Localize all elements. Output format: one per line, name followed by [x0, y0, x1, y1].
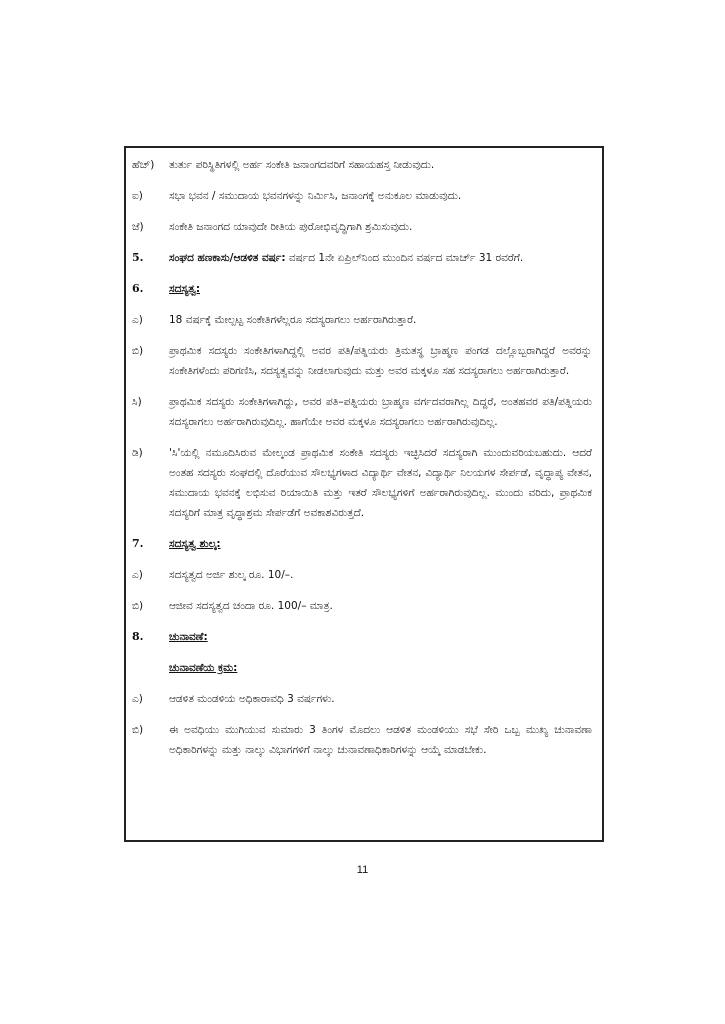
section-body	[169, 248, 592, 268]
item-marker: ಹೆಚ್)	[132, 159, 155, 171]
section-heading: ಸಂಘದ ಹಣಕಾಸು/ಆಡಳಿತ ವರ್ಷ:	[169, 252, 286, 264]
section-body	[169, 627, 592, 647]
item-text: ಪ್ರಾಥಮಿಕ ಸದಸ್ಯರು ಸಂಕೇತಿಗಳಾಗಿದ್ದಲ್ಲಿ ಅವರ ಪತಿ/ಪತ್ನಿಯರು ತ್ರಿಮತಸ್ಥ ಬ್ರಾಹ್ಮಣ ಪಂಗಡ ದಲ್ಲೊಬ್ಬರಾಗಿದ್ದರೆ ಅವರನ್ನು ಸಂಕೇತಿಗಳೆಂದು ಪರಿಗಣಿಸಿ, ಸದಸ್ಯತ್ವವನ್ನು ನೀಡಲಾಗುವುದು ಮತ್ತು ಅವರ ಮಕ್ಕಳೂ ಸಹ ಸದಸ್ಯರಾಗಲು ಅರ್ಹರಾಗಿರುತ್ತಾರೆ.	[169, 345, 592, 377]
section-number: 6.	[132, 282, 144, 295]
list-item	[132, 443, 592, 523]
section-heading: ಸದಸ್ಯತ್ವ ಶುಲ್ಕ:	[169, 538, 221, 550]
subsection-heading: ಚುನಾವಣೆಯ ಕ್ರಮ:	[169, 662, 238, 674]
section-body	[169, 534, 592, 554]
list-item	[132, 217, 592, 237]
item-marker: ಸಿ)	[132, 396, 142, 408]
item-marker: ಜೆ)	[132, 221, 144, 233]
section-6	[132, 279, 592, 299]
section-number: 7.	[132, 537, 144, 550]
item-text: 18 ವರ್ಷಕ್ಕೆ ಮೇಲ್ಪಟ್ಟ ಸಂಕೇತಿಗಳೆಲ್ಲರೂ ಸದಸ್ಯರಾಗಲು ಅರ್ಹರಾಗಿರುತ್ತಾರೆ.	[169, 314, 417, 326]
item-marker: ಐ)	[132, 190, 143, 202]
item-text: ಸಭಾ ಭವನ / ಸಮುದಾಯ ಭವನಗಳನ್ನು ನಿರ್ಮಿಸಿ, ಜನಾಂಗಕ್ಕೆ ಅನುಕೂಲ ಮಾಡುವುದು.	[169, 190, 462, 202]
item-text: ಪ್ರಾಥಮಿಕ ಸದಸ್ಯರು ಸಂಕೇತಿಗಳಾಗಿದ್ದು, ಅವರ ಪತಿ–ಪತ್ನಿಯರು ಬ್ರಾಹ್ಮಣ ವರ್ಗದವರಾಗಿಲ್ಲ ದಿದ್ದರೆ, ಅಂತಹವರ ಪತಿ/ಪತ್ನಿಯರು ಸದಸ್ಯರಾಗಲು ಅರ್ಹರಾಗಿರುವುದಿಲ್ಲ. ಹಾಗೆಯೇ ಅವರ ಮಕ್ಕಳೂ ಸದಸ್ಯರಾಗಲು ಅರ್ಹರಾಗಿರುವುದಿಲ್ಲ.	[169, 396, 592, 428]
section-heading: ಚುನಾವಣೆ:	[169, 631, 208, 643]
item-text: ಈ ಅವಧಿಯು ಮುಗಿಯುವ ಸುಮಾರು 3 ತಿಂಗಳ ಮೊದಲು ಆಡಳಿತ ಮಂಡಳಿಯು ಸಭೆ ಸೇರಿ ಒಬ್ಬ ಮುಖ್ಯ ಚುನಾವಣಾ ಅಧಿಕಾರಿಗಳನ್ನು ಮತ್ತು ನಾಲ್ಕು ವಿಭಾಗಗಳಿಗೆ ನಾಲ್ಕು ಚುನಾವಣಾಧಿಕಾರಿಗಳನ್ನು ಆಯ್ಕೆ ಮಾಡಬೇಕು.	[169, 724, 592, 756]
page-number: 11	[356, 864, 369, 876]
section-5	[132, 248, 592, 268]
item-text: ತುರ್ತು ಪರಿಸ್ಥಿತಿಗಳಲ್ಲಿ ಅರ್ಹ ಸಂಕೇತಿ ಜನಾಂಗದವರಿಗೆ ಸಹಾಯಹಸ್ತ ನೀಡುವುದು.	[169, 159, 435, 171]
section-number: 8.	[132, 630, 144, 643]
item-marker: ಬಿ)	[132, 724, 144, 736]
list-item	[132, 155, 592, 175]
item-text: ಆಜೀವ ಸದಸ್ಯತ್ವದ ಚಂದಾ ರೂ. 100/– ಮಾತ್ರ.	[169, 600, 333, 612]
section-number: 5.	[132, 251, 144, 264]
item-marker: ಡಿ)	[132, 447, 143, 459]
item-text: ಸದಸ್ಯತ್ವದ ಅರ್ಜಿ ಶುಲ್ಕ ರೂ. 10/–.	[169, 569, 294, 581]
list-item	[132, 341, 592, 381]
item-marker: ಬಿ)	[132, 345, 144, 357]
list-item	[132, 186, 592, 206]
list-item	[132, 720, 592, 760]
section-8	[132, 627, 592, 647]
section-7	[132, 534, 592, 554]
bylaws-content	[132, 155, 592, 771]
section-text: ವರ್ಷದ 1ನೇ ಏಪ್ರಿಲ್‌ನಿಂದ ಮುಂದಿನ ವರ್ಷದ ಮಾರ್ಚ್ 31 ರವರೆಗೆ.	[285, 252, 524, 264]
section-heading: ಸದಸ್ಯತ್ವ:	[169, 283, 201, 295]
item-text: ಆಡಳಿತ ಮಂಡಳಿಯ ಅಧಿಕಾರಾವಧಿ 3 ವರ್ಷಗಳು.	[169, 693, 335, 705]
item-marker: ಬಿ)	[132, 600, 144, 612]
subsection-heading-row	[132, 658, 592, 678]
list-item	[132, 565, 592, 585]
item-text: 'ಸಿ'ಯಲ್ಲಿ ನಮೂದಿಸಿರುವ ಮೇಲ್ಕಂಡ ಪ್ರಾಥಮಿಕ ಸಂಕೇತಿ ಸದಸ್ಯರು ಇಚ್ಛಿಸಿದರೆ ಸದಸ್ಯರಾಗಿ ಮುಂದುವರಿಯಬಹುದು. ಆದರೆ ಅಂತಹ ಸದಸ್ಯರು ಸಂಘದಲ್ಲಿ ದೊರೆಯುವ ಸೌಲಭ್ಯಗಳಾದ ವಿದ್ಯಾರ್ಥಿ ವೇತನ, ವಿದ್ಯಾರ್ಥಿ ನಿಲಯಗಳ ಸೇರ್ಪಡೆ, ವೃದ್ಧಾಪ್ಯ ವೇತನ, ಸಮುದಾಯ ಭವನಕ್ಕೆ ಲಭಿಸುವ ರಿಯಾಯಿತಿ ಮತ್ತು ಇತರೆ ಸೌಲಭ್ಯಗಳಿಗೆ ಅರ್ಹರಾಗಿರುವುದಿಲ್ಲ. ಮುಂದು ವರಿದು, ಪ್ರಾಥಮಿಕ ಸದಸ್ಯರಿಗೆ ಮಾತ್ರ ವೃದ್ಧಾಶ್ರಮ ಸೇರ್ಪಡೆಗೆ ಅವಕಾಶವಿರುತ್ತದೆ.	[169, 447, 592, 519]
item-marker: ಎ)	[132, 693, 143, 705]
list-item	[132, 596, 592, 616]
item-marker: ಎ)	[132, 314, 143, 326]
list-item	[132, 689, 592, 709]
item-text: ಸಂಕೇತಿ ಜನಾಂಗದ ಯಾವುದೇ ರೀತಿಯ ಪುರೋಭಿವೃದ್ಧಿಗಾಗಿ ಶ್ರಮಿಸುವುದು.	[169, 221, 413, 233]
list-item	[132, 310, 592, 330]
list-item	[132, 392, 592, 432]
item-marker: ಎ)	[132, 569, 143, 581]
section-body	[169, 279, 592, 299]
section-body	[169, 658, 592, 678]
